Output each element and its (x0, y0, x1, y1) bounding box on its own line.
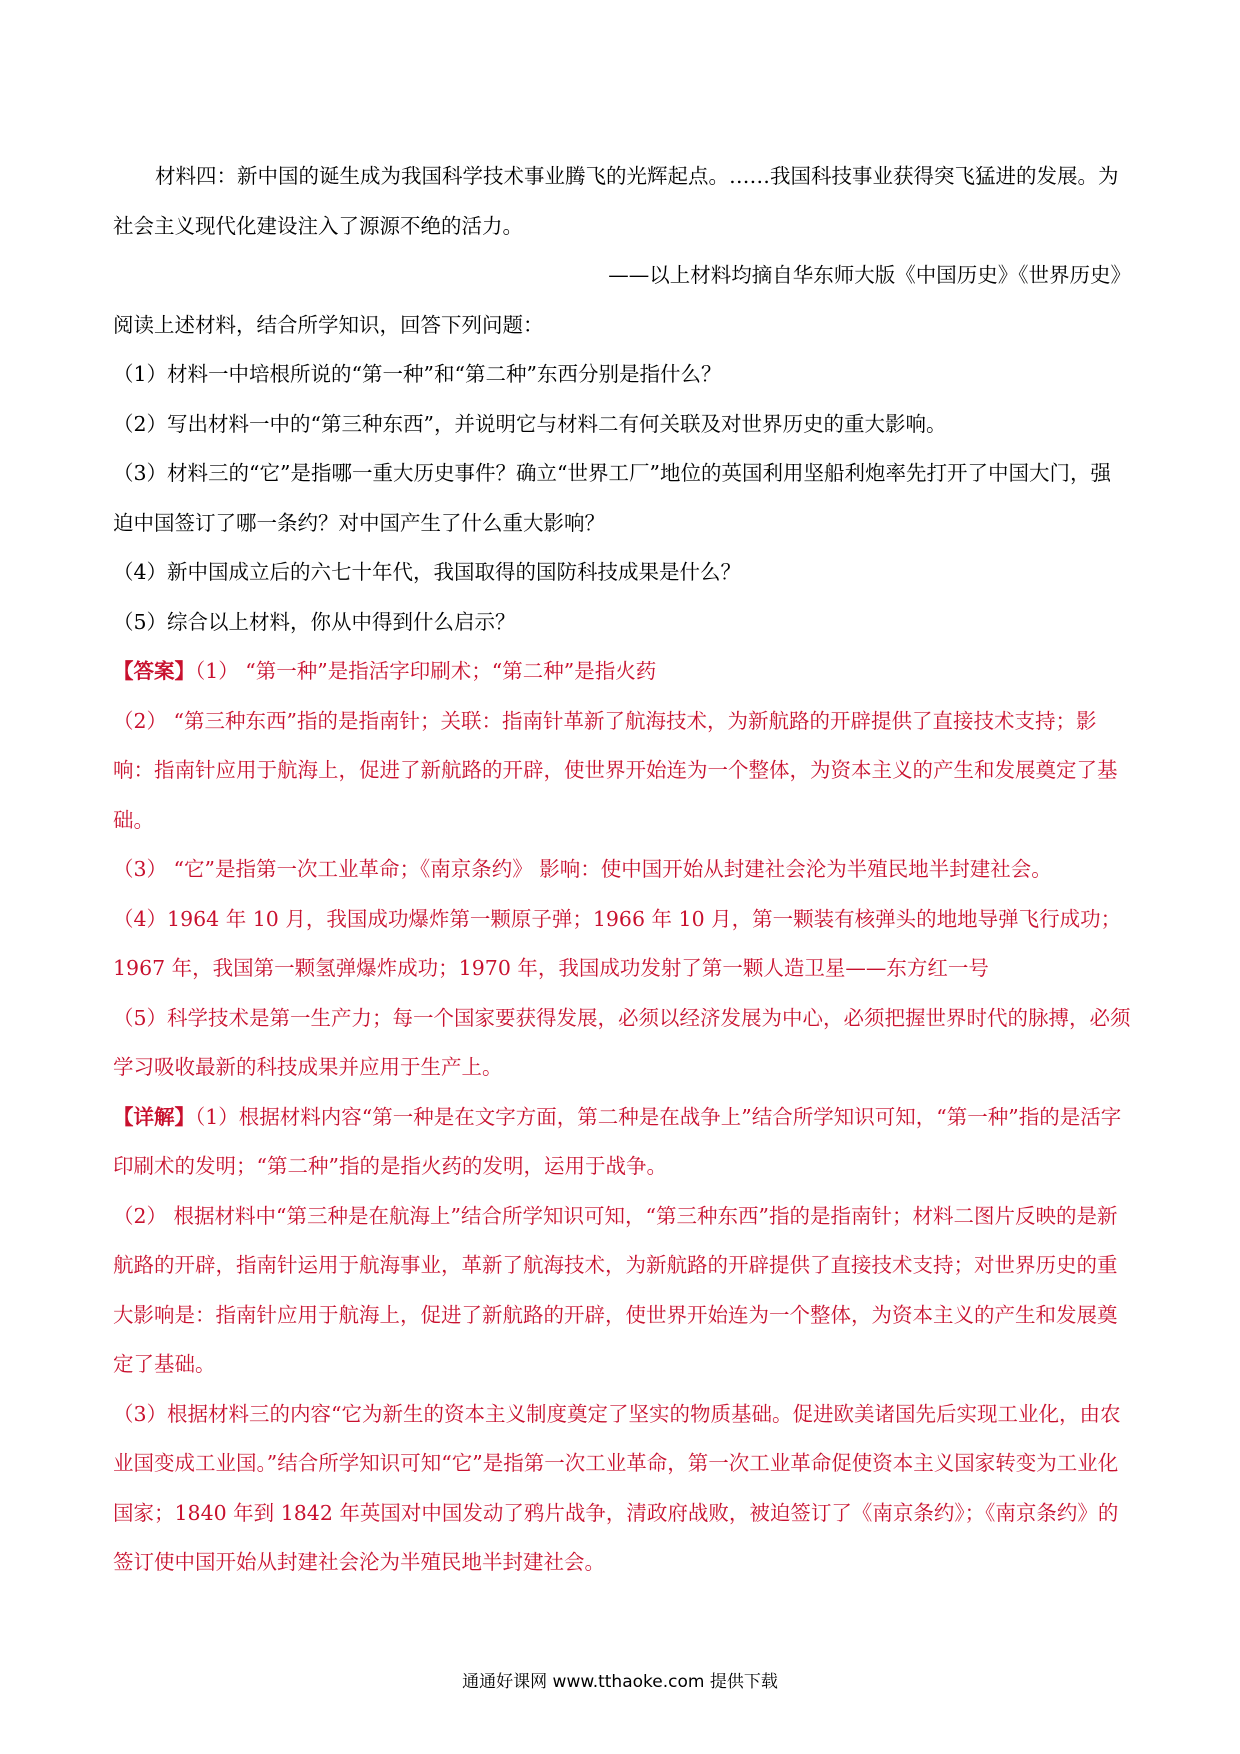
answer-item-5: （5）科学技术是第一生产力；每一个国家要获得发展，必须以经济发展为中心，必须把握世界时代的脉搏，必须学习吸收最新的科技成果并应用于生产上。 (113, 1005, 1131, 1079)
question-5: （5）综合以上材料，你从中得到什么启示？ (113, 609, 516, 634)
answer-item-4: （4）1964 年 10 月，我国成功爆炸第一颗原子弹；1966 年 10 月，第一颗装有核弹头的地地导弹飞行成功；1967 年，我国第一颗氢弹爆炸成功；1970 年，我国成功发射了第一颗人造卫星——东方红一号 (113, 906, 1122, 980)
reading-instruction: 阅读上述材料，结合所学知识，回答下列问题： (113, 312, 544, 337)
detail-item-2: （2） 根据材料中“第三种是在航海上”结合所学知识可知，“第三种东西”指的是指南针；材料二图片反映的是新航路的开辟，指南针运用于航海事业，革新了航海技术，为新航路的开辟提供了直接技术支持；对世界历史的重大影响是：指南针应用于航海上，促进了新航路的开辟，使世界开始连为一个整体，为资本主义的产生和发展奠定了基础。 (113, 1203, 1118, 1376)
detail-text-1: （1）根据材料内容“第一种是在文字方面，第二种是在战争上”结合所学知识可知，“第一种”指的是活字印刷术的发明；“第二种”指的是指火药的发明，运用于战争。 (113, 1104, 1122, 1178)
answer-item-3: （3） “它”是指第一次工业革命；《南京条约》 影响：使中国开始从封建社会沦为半殖民地半封建社会。 (113, 857, 1052, 881)
document-body (113, 152, 1131, 1588)
answer-item-2: （2） “第三种东西”指的是指南针；关联：指南针革新了航海技术，为新航路的开辟提供了直接技术支持；影响：指南针应用于航海上，促进了新航路的开辟，使世界开始连为一个整体，为资本主义的产生和发展奠定了基础。 (113, 708, 1118, 832)
question-3: （3）材料三的“它”是指哪一重大历史事件？确立“世界工厂”地位的英国利用坚船利炮率先打开了中国大门，强迫中国签订了哪一条约？对中国产生了什么重大影响？ (113, 461, 1111, 535)
detail-item-3: （3）根据材料三的内容“它为新生的资本主义制度奠定了坚实的物质基础。促进欧美诸国先后实现工业化，由农业国变成工业国。”结合所学知识可知“它”是指第一次工业革命，第一次工业革命促使资本主义国家转变为工业化国家；1840 年到 1842 年英国对中国发动了鸦片战争，清政府战败，被迫签订了《南京条约》；《南京条约》的签订使中国开始从封建社会沦为半殖民地半封建社会。 (113, 1401, 1121, 1574)
detail-item-1 (113, 1093, 1131, 1192)
question-2: （2）写出材料一中的“第三种东西”，并说明它与材料二有何关联及对世界历史的重大影响。 (113, 411, 947, 436)
question-4: （4）新中国成立后的六七十年代，我国取得的国防科技成果是什么？ (113, 560, 742, 584)
material-source-citation: ——以上材料均摘自华东师大版《中国历史》《世界历史》 (608, 263, 1131, 287)
page-footer: 通通好课网 www.tthaoke.com 提供下载 (462, 1672, 778, 1692)
answer-text-1: （1） “第一种”是指活字印刷术；“第二种”是指火药 (195, 659, 657, 683)
detail-tag: 【详解】 (113, 1104, 195, 1129)
answer-item-1 (113, 647, 1131, 697)
question-1: （1）材料一中培根所说的“第一种”和“第二种”东西分别是指什么？ (113, 362, 722, 386)
answer-tag: 【答案】 (113, 659, 195, 683)
material-four-paragraph: 材料四：新中国的诞生成为我国科学技术事业腾飞的光辉起点。……我国科技事业获得突飞猛进的发展。为社会主义现代化建设注入了源源不绝的活力。 (113, 164, 1119, 238)
